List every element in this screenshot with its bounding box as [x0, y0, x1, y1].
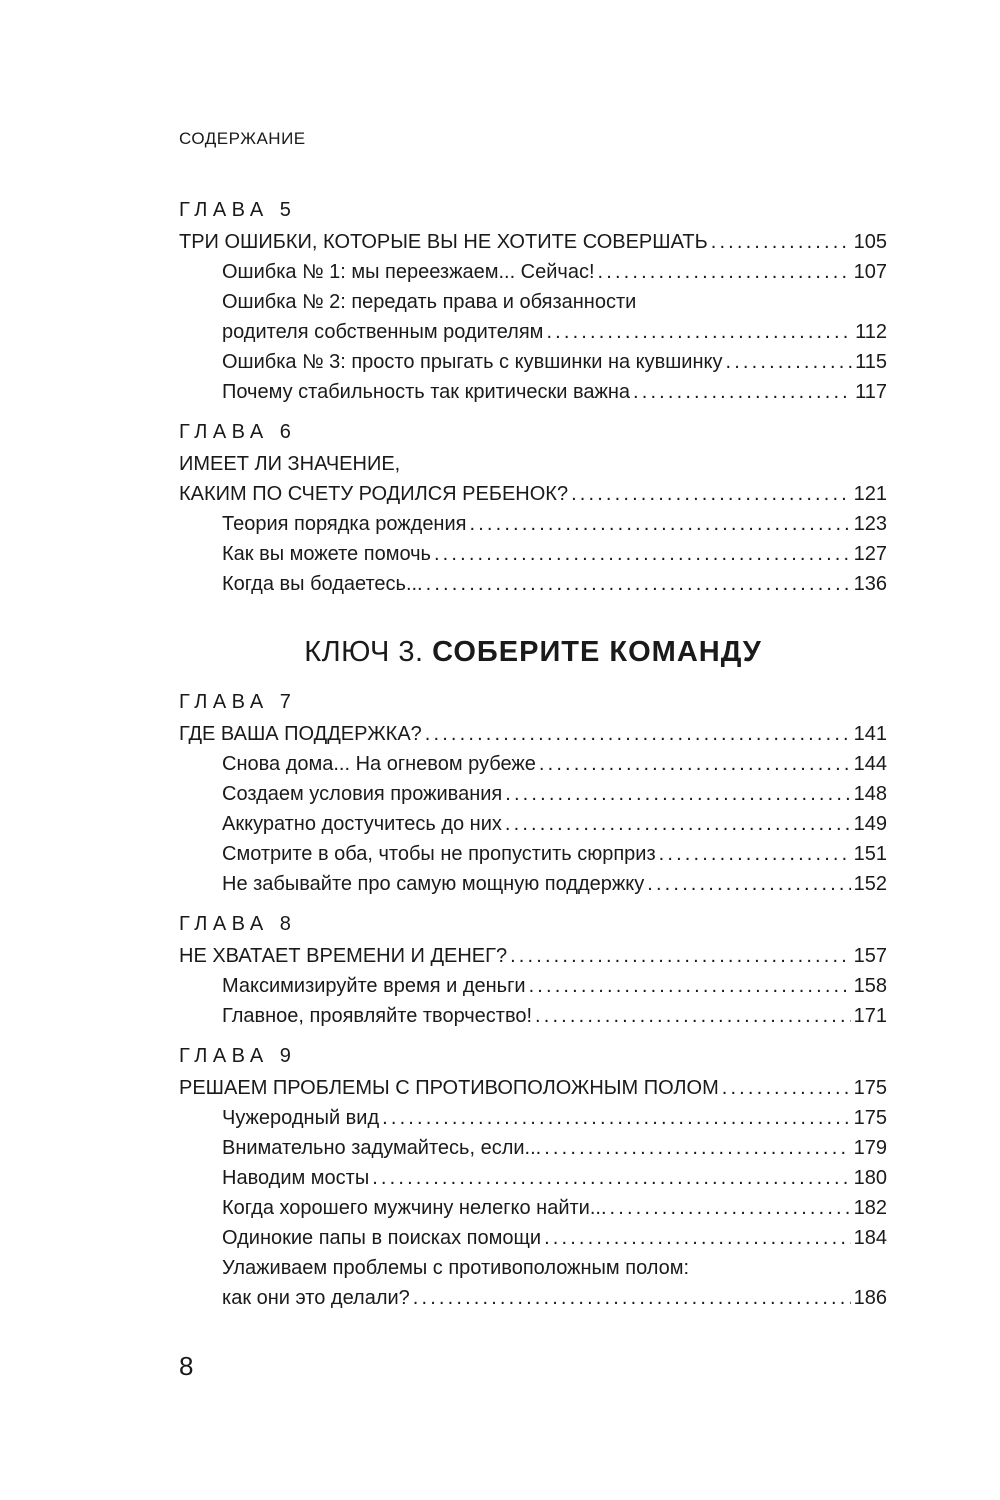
toc-entry[interactable] [179, 809, 887, 839]
entry-title: Аккуратно достучитесь до них [222, 813, 502, 835]
toc-entry[interactable] [179, 1193, 887, 1223]
page-ref: 115 [855, 351, 887, 373]
page-ref: 179 [853, 1137, 887, 1159]
chapter-label: ГЛАВА 7 [179, 691, 297, 713]
chapter-title-first-line [179, 449, 887, 479]
leader-dots [659, 839, 851, 869]
entry-title: Создаем условия проживания [222, 783, 503, 805]
leader-dots [535, 1001, 851, 1031]
toc-entry[interactable] [179, 1223, 887, 1253]
chapter-block [179, 691, 887, 899]
toc-entry[interactable] [179, 1283, 887, 1313]
page-ref: 175 [853, 1107, 887, 1129]
key-prefix: КЛЮЧ 3. [304, 636, 424, 668]
entry-title-part: Ошибка № 2: передать права и обязанности [222, 291, 637, 313]
leader-dots [505, 809, 851, 839]
entry-title: Снова дома... На огневом рубеже [222, 753, 536, 775]
toc-entry[interactable] [179, 839, 887, 869]
page-ref: 152 [853, 873, 887, 895]
leader-dots [539, 749, 851, 779]
toc-entry[interactable] [179, 539, 887, 569]
chapter-title: НЕ ХВАТАЕТ ВРЕМЕНИ И ДЕНЕГ? [179, 945, 508, 967]
leader-dots [434, 539, 851, 569]
leader-dots [413, 1283, 851, 1313]
toc-entry[interactable] [179, 749, 887, 779]
chapter-block [179, 421, 887, 599]
chapter-title: РЕШАЕМ ПРОБЛЕМЫ С ПРОТИВОПОЛОЖНЫМ ПОЛОМ [179, 1077, 719, 1099]
page-ref: 141 [853, 723, 887, 745]
page-ref: 127 [853, 543, 887, 565]
toc-entry[interactable] [179, 569, 887, 599]
toc-entry[interactable] [179, 377, 887, 407]
page-number: 8 [179, 1351, 194, 1381]
page-ref: 186 [853, 1287, 887, 1309]
page-ref: 157 [853, 945, 887, 967]
entry-title: Одинокие папы в поисках помощи [222, 1227, 542, 1249]
toc-entry[interactable] [179, 1103, 887, 1133]
leader-dots [722, 1073, 851, 1103]
page-ref: 107 [853, 261, 887, 283]
chapter-label: ГЛАВА 8 [179, 913, 297, 935]
page-ref: 136 [853, 573, 887, 595]
leader-dots [633, 377, 852, 407]
entry-title: Внимательно задумайтесь, если... [222, 1137, 542, 1159]
toc-entry[interactable] [179, 509, 887, 539]
entry-title-part: Улаживаем проблемы с противоположным полом: [222, 1257, 690, 1279]
toc-entry[interactable] [179, 869, 887, 899]
key-title: СОБЕРИТЕ КОМАНДУ [432, 636, 762, 668]
leader-dots [469, 509, 850, 539]
leader-dots [544, 1223, 851, 1253]
page-ref: 158 [853, 975, 887, 997]
page-ref: 171 [853, 1005, 887, 1027]
toc-entry[interactable] [179, 1163, 887, 1193]
entry-title: Не забывайте про самую мощную поддержку [222, 873, 645, 895]
entry-title: как они это делали? [222, 1287, 410, 1309]
chapter-title: ГДЕ ВАША ПОДДЕРЖКА? [179, 723, 422, 745]
leader-dots [372, 1163, 850, 1193]
leader-dots [505, 779, 850, 809]
entry-title: Максимизируйте время и деньги [222, 975, 526, 997]
chapter-title-line[interactable] [179, 1073, 887, 1103]
chapter-title-part: ИМЕЕТ ЛИ ЗНАЧЕНИЕ, [179, 453, 401, 475]
toc-entry[interactable] [179, 1001, 887, 1031]
chapter-label: ГЛАВА 5 [179, 199, 297, 221]
chapter-title: КАКИМ ПО СЧЕТУ РОДИЛСЯ РЕБЕНОК? [179, 483, 569, 505]
leader-dots [647, 869, 850, 899]
entry-title: Главное, проявляйте творчество! [222, 1005, 533, 1027]
entry-title: Как вы можете помочь [222, 543, 431, 565]
toc-entry[interactable] [179, 317, 887, 347]
leader-dots [711, 227, 851, 257]
leader-dots [382, 1103, 850, 1133]
page-ref: 105 [853, 231, 887, 253]
entry-title: Теория порядка рождения [222, 513, 467, 535]
page-ref: 148 [853, 783, 887, 805]
leader-dots [726, 347, 853, 377]
entry-title: родителя собственным родителям [222, 321, 544, 343]
toc-entry[interactable] [179, 779, 887, 809]
toc-entry-first-line [179, 287, 887, 317]
entry-title: Чужеродный вид [222, 1107, 380, 1129]
page-ref: 180 [853, 1167, 887, 1189]
page-ref: 121 [853, 483, 887, 505]
running-head: СОДЕРЖАНИЕ [179, 129, 306, 148]
leader-dots [425, 719, 851, 749]
page-ref: 175 [853, 1077, 887, 1099]
page-ref: 151 [853, 843, 887, 865]
entry-title: Ошибка № 1: мы переезжаем... Сейчас! [222, 261, 595, 283]
page-ref: 144 [853, 753, 887, 775]
chapter-title-line[interactable] [179, 941, 887, 971]
toc-entry[interactable] [179, 971, 887, 1001]
leader-dots [571, 479, 851, 509]
leader-dots [546, 317, 852, 347]
entry-title: Почему стабильность так критически важна [222, 381, 631, 403]
table-of-contents [179, 199, 887, 1327]
leader-dots [598, 257, 851, 287]
chapter-title: ТРИ ОШИБКИ, КОТОРЫЕ ВЫ НЕ ХОТИТЕ СОВЕРШАТЬ [179, 231, 708, 253]
page-ref: 149 [853, 813, 887, 835]
entry-title: Наводим мосты [222, 1167, 370, 1189]
entry-title: Ошибка № 3: просто прыгать с кувшинки на кувшинку [222, 351, 723, 373]
entry-title: Когда хорошего мужчину нелегко найти... [222, 1197, 607, 1219]
page-ref: 123 [853, 513, 887, 535]
chapter-title-line[interactable] [179, 227, 887, 257]
chapter-label: ГЛАВА 9 [179, 1045, 297, 1067]
leader-dots [510, 941, 851, 971]
leader-dots [426, 569, 851, 599]
page-ref: 182 [853, 1197, 887, 1219]
chapter-title-line[interactable] [179, 719, 887, 749]
chapter-block [179, 1045, 887, 1313]
key-heading [179, 635, 887, 669]
page-ref: 112 [855, 321, 887, 343]
page-ref: 184 [853, 1227, 887, 1249]
leader-dots [529, 971, 851, 1001]
leader-dots [544, 1133, 850, 1163]
chapter-title-line[interactable] [179, 479, 887, 509]
leader-dots [610, 1193, 851, 1223]
chapter-block [179, 913, 887, 1031]
chapter-block [179, 199, 887, 407]
toc-entry[interactable] [179, 1133, 887, 1163]
toc-entry-first-line [179, 1253, 887, 1283]
toc-entry[interactable] [179, 347, 887, 377]
page-ref: 117 [855, 381, 887, 403]
entry-title: Когда вы бодаетесь... [222, 573, 423, 595]
entry-title: Смотрите в оба, чтобы не пропустить сюрприз [222, 843, 656, 865]
chapter-label: ГЛАВА 6 [179, 421, 297, 443]
toc-entry[interactable] [179, 257, 887, 287]
